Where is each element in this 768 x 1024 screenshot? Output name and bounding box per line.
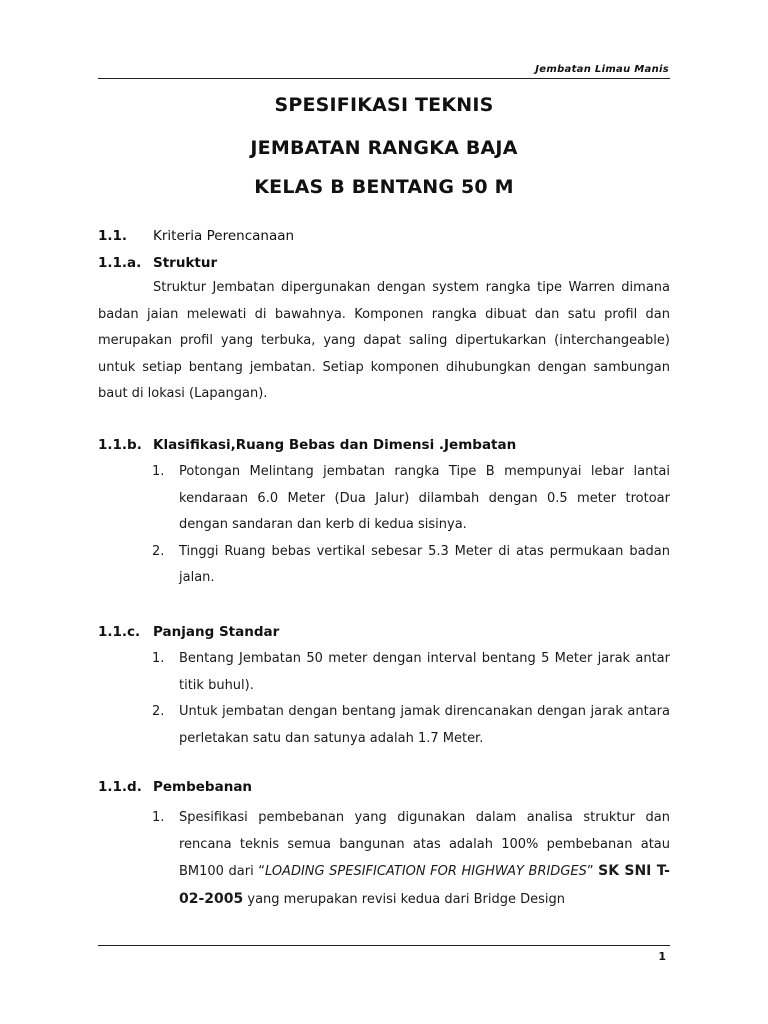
section-number: 1.1.a.: [98, 255, 142, 271]
section-1-1-heading: [98, 228, 294, 244]
section-title: Kriteria Perencanaan: [153, 228, 295, 244]
section-number: 1.1.b.: [98, 437, 142, 453]
list-item: [152, 805, 670, 913]
klasifikasi-list: [152, 459, 670, 592]
section-number: 1.1.c.: [98, 624, 141, 640]
pembebanan-list: [152, 805, 670, 913]
section-title: Klasifikasi,Ruang Bebas dan Dimensi .Jembatan: [153, 437, 517, 453]
section-1-1-c-heading: [98, 624, 279, 640]
list-text: Spesifikasi pembebanan yang digunakan dalam analisa struktur dan rencana teknis semua bangunan atas adalah 100% pembebanan atau BM100 dari “: [179, 810, 670, 879]
list-text-italic: LOADING SPESIFICATION FOR HIGHWAY BRIDGES: [264, 864, 587, 879]
list-text: Bentang Jembatan 50 meter dengan interval bentang 5 Meter jarak antar titik buhul).: [179, 651, 670, 693]
section-1-1-b-heading: [98, 437, 516, 453]
list-number: 2.: [152, 543, 165, 559]
list-text: ”: [586, 864, 599, 879]
title-line-2: JEMBATAN RANGKA BAJA: [250, 137, 518, 159]
list-text: Potongan Melintang jembatan rangka Tipe B mempunyai lebar lantai kendaraan 6.0 Meter (Dua Jalur) dilambah dengan 0.5 meter trotoar dengan sandaran dan kerb di kedua sisinya.: [179, 464, 670, 532]
list-text: Untuk jembatan dengan bentang jamak direncanakan dengan jarak antara perletakan satu dan satunya adalah 1.7 Meter.: [179, 704, 670, 746]
list-item: [152, 646, 670, 699]
page-number: 1: [658, 950, 666, 963]
list-item: [152, 459, 670, 539]
footer-rule: [98, 945, 670, 946]
list-text-bold: SK SNI T-02-2005: [179, 863, 670, 907]
section-number: 1.1.d.: [98, 779, 142, 795]
struktur-paragraph-text: Struktur Jembatan dipergunakan dengan system rangka tipe Warren dimana badan jaian melewati di bawahnya. Komponen rangka dibuat dan satu profil dan merupakan profil yang terbuka, yang dapat saling dipertukarkan (interchangeable) untuk setiap bentang jembatan. Setiap komponen dihubungkan dengan sambungan baut di lokasi (Lapangan).: [98, 280, 670, 401]
list-text: Tinggi Ruang bebas vertikal sebesar 5.3 Meter di atas permukaan badan jalan.: [179, 543, 670, 585]
list-number: 1.: [152, 464, 165, 479]
list-item: [152, 539, 670, 592]
header-rule: [98, 78, 670, 79]
title-line-1: SPESIFIKASI TEKNIS: [274, 94, 494, 116]
running-header: Jembatan Limau Manis: [535, 64, 669, 75]
title-line-3: KELAS B BENTANG 50 M: [254, 176, 514, 198]
section-1-1-d-heading: [98, 779, 252, 795]
list-number: 1.: [152, 651, 165, 666]
list-number: 1.: [152, 810, 165, 825]
section-title: Panjang Standar: [153, 624, 280, 640]
section-1-1-a-heading: [98, 255, 217, 271]
struktur-paragraph: [98, 275, 670, 408]
panjang-standar-list: [152, 646, 670, 752]
list-item: [152, 699, 670, 752]
section-number: 1.1.: [98, 228, 128, 244]
list-number: 2.: [152, 704, 165, 719]
list-text: yang merupakan revisi kedua dari Bridge Design: [243, 891, 566, 907]
section-title: Struktur: [153, 255, 218, 271]
section-title: Pembebanan: [153, 779, 253, 795]
